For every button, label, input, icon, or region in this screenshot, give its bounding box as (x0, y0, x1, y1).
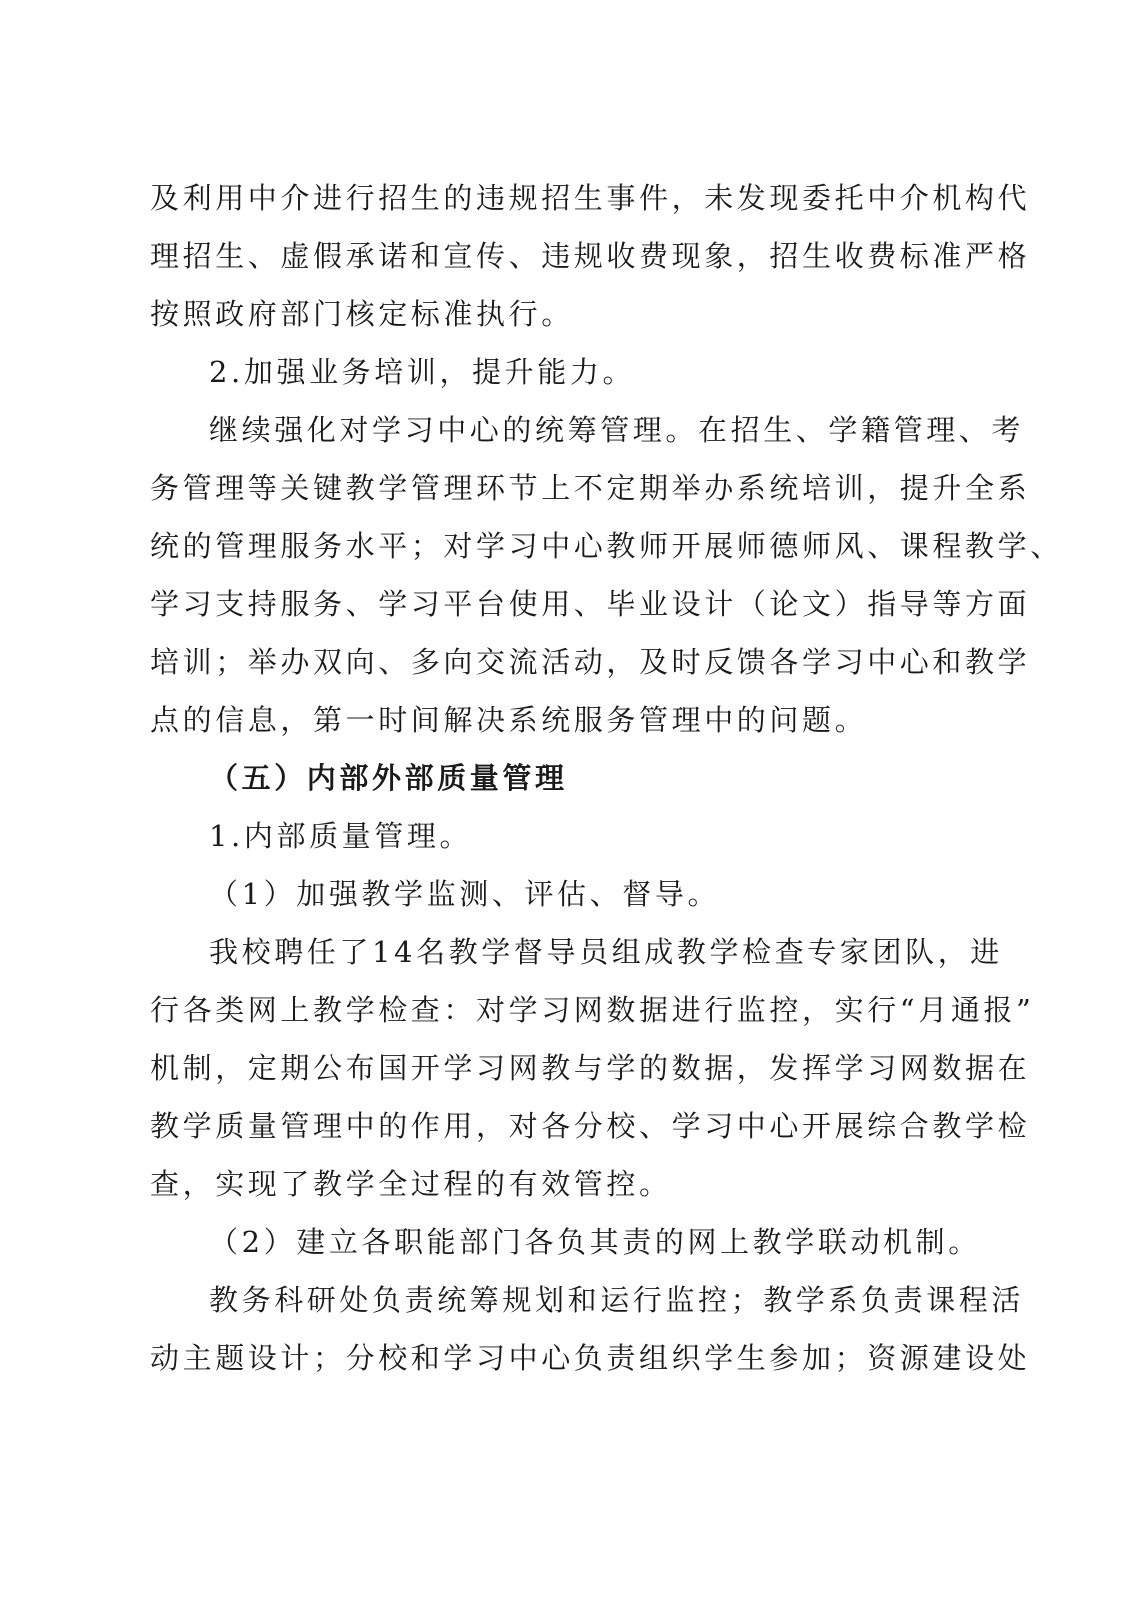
paragraph-line: 动主题设计；分校和学习中心负责组织学生参加；资源建设处 (150, 1341, 1031, 1375)
section-heading: （五）内部外部质量管理 (209, 761, 568, 795)
paragraph-line: 及利用中介进行招生的违规招生事件，未发现委托中介机构代 (150, 181, 1031, 215)
paragraph-line: 培训；举办双向、多向交流活动，及时反馈各学习中心和教学 (150, 645, 1031, 679)
subsection-title: 2.加强业务培训，提升能力。 (209, 355, 636, 389)
paragraph-line: 教务科研处负责统筹规划和运行监控；教学系负责课程活 (209, 1283, 1025, 1317)
paragraph-line: 查，实现了教学全过程的有效管控。 (150, 1167, 672, 1201)
subsection-item-title: （2）建立各职能部门各负其责的网上教学联动机制。 (209, 1225, 981, 1259)
paragraph-line: 机制，定期公布国开学习网教与学的数据，发挥学习网数据在 (150, 1051, 1031, 1085)
subsection-title: 1.内部质量管理。 (209, 819, 473, 853)
paragraph-line: 学习支持服务、学习平台使用、毕业设计（论文）指导等方面 (150, 587, 1031, 621)
paragraph-line: 理招生、虚假承诺和宣传、违规收费现象，招生收费标准严格 (150, 239, 1031, 273)
paragraph-line: 点的信息，第一时间解决系统服务管理中的问题。 (150, 703, 868, 737)
paragraph-line: 继续强化对学习中心的统筹管理。在招生、学籍管理、考 (209, 413, 1025, 447)
paragraph-line: 行各类网上教学检查：对学习网数据进行监控，实行“月通报” (150, 993, 1035, 1027)
paragraph-line: 按照政府部门核定标准执行。 (150, 297, 574, 331)
paragraph-line: 统的管理服务水平；对学习中心教师开展师德师风、课程教学、 (150, 529, 1063, 563)
paragraph-line: 教学质量管理中的作用，对各分校、学习中心开展综合教学检 (150, 1109, 1031, 1143)
subsection-item-title: （1）加强教学监测、评估、督导。 (209, 877, 721, 911)
paragraph-line: 务管理等关键教学管理环节上不定期举办系统培训，提升全系 (150, 471, 1031, 505)
paragraph-line: 我校聘任了14名教学督导员组成教学检查专家团队，进 (209, 935, 1003, 969)
